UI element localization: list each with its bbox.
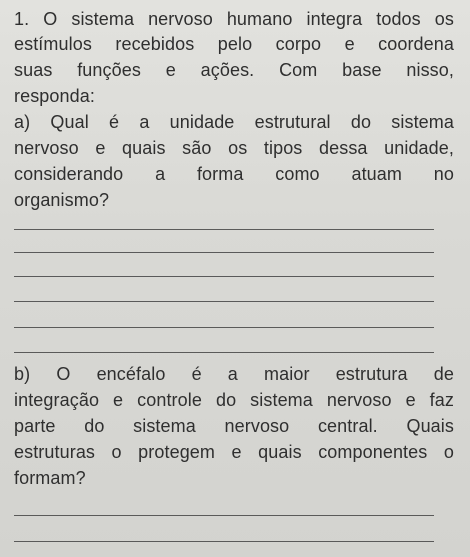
part-a-line-1: a) Qual é a unidade estrutural do sistema [14, 112, 454, 132]
answer-line-a-6[interactable] [14, 352, 434, 353]
part-b-line-1: b) O encéfalo é a maior estrutura de [14, 364, 454, 384]
answer-line-a-4[interactable] [14, 301, 434, 302]
answer-line-a-1[interactable] [14, 229, 434, 230]
part-b-line-5: formam? [14, 468, 86, 488]
answer-line-b-1[interactable] [14, 515, 434, 516]
part-b-line-4: estruturas o protegem e quais componentes o [14, 442, 454, 462]
question-intro-line-1: 1. O sistema nervoso humano integra todos os [14, 9, 454, 29]
part-a-line-4: organismo? [14, 190, 110, 210]
part-a-line-2: nervoso e quais são os tipos dessa unidade, [14, 138, 454, 158]
part-b-line-2: integração e controle do sistema nervoso e faz [14, 390, 454, 410]
question-intro-line-3: suas funções e ações. Com base nisso, [14, 60, 454, 80]
part-a-line-3: considerando a forma como atuam no [14, 164, 454, 184]
answer-line-a-5[interactable] [14, 327, 434, 328]
question-intro-line-2: estímulos recebidos pelo corpo e coordena [14, 34, 454, 54]
part-b-line-3: parte do sistema nervoso central. Quais [14, 416, 454, 436]
question-intro-line-4: responda: [14, 86, 95, 106]
answer-line-a-2[interactable] [14, 252, 434, 253]
answer-line-b-2[interactable] [14, 541, 434, 542]
answer-line-a-3[interactable] [14, 276, 434, 277]
